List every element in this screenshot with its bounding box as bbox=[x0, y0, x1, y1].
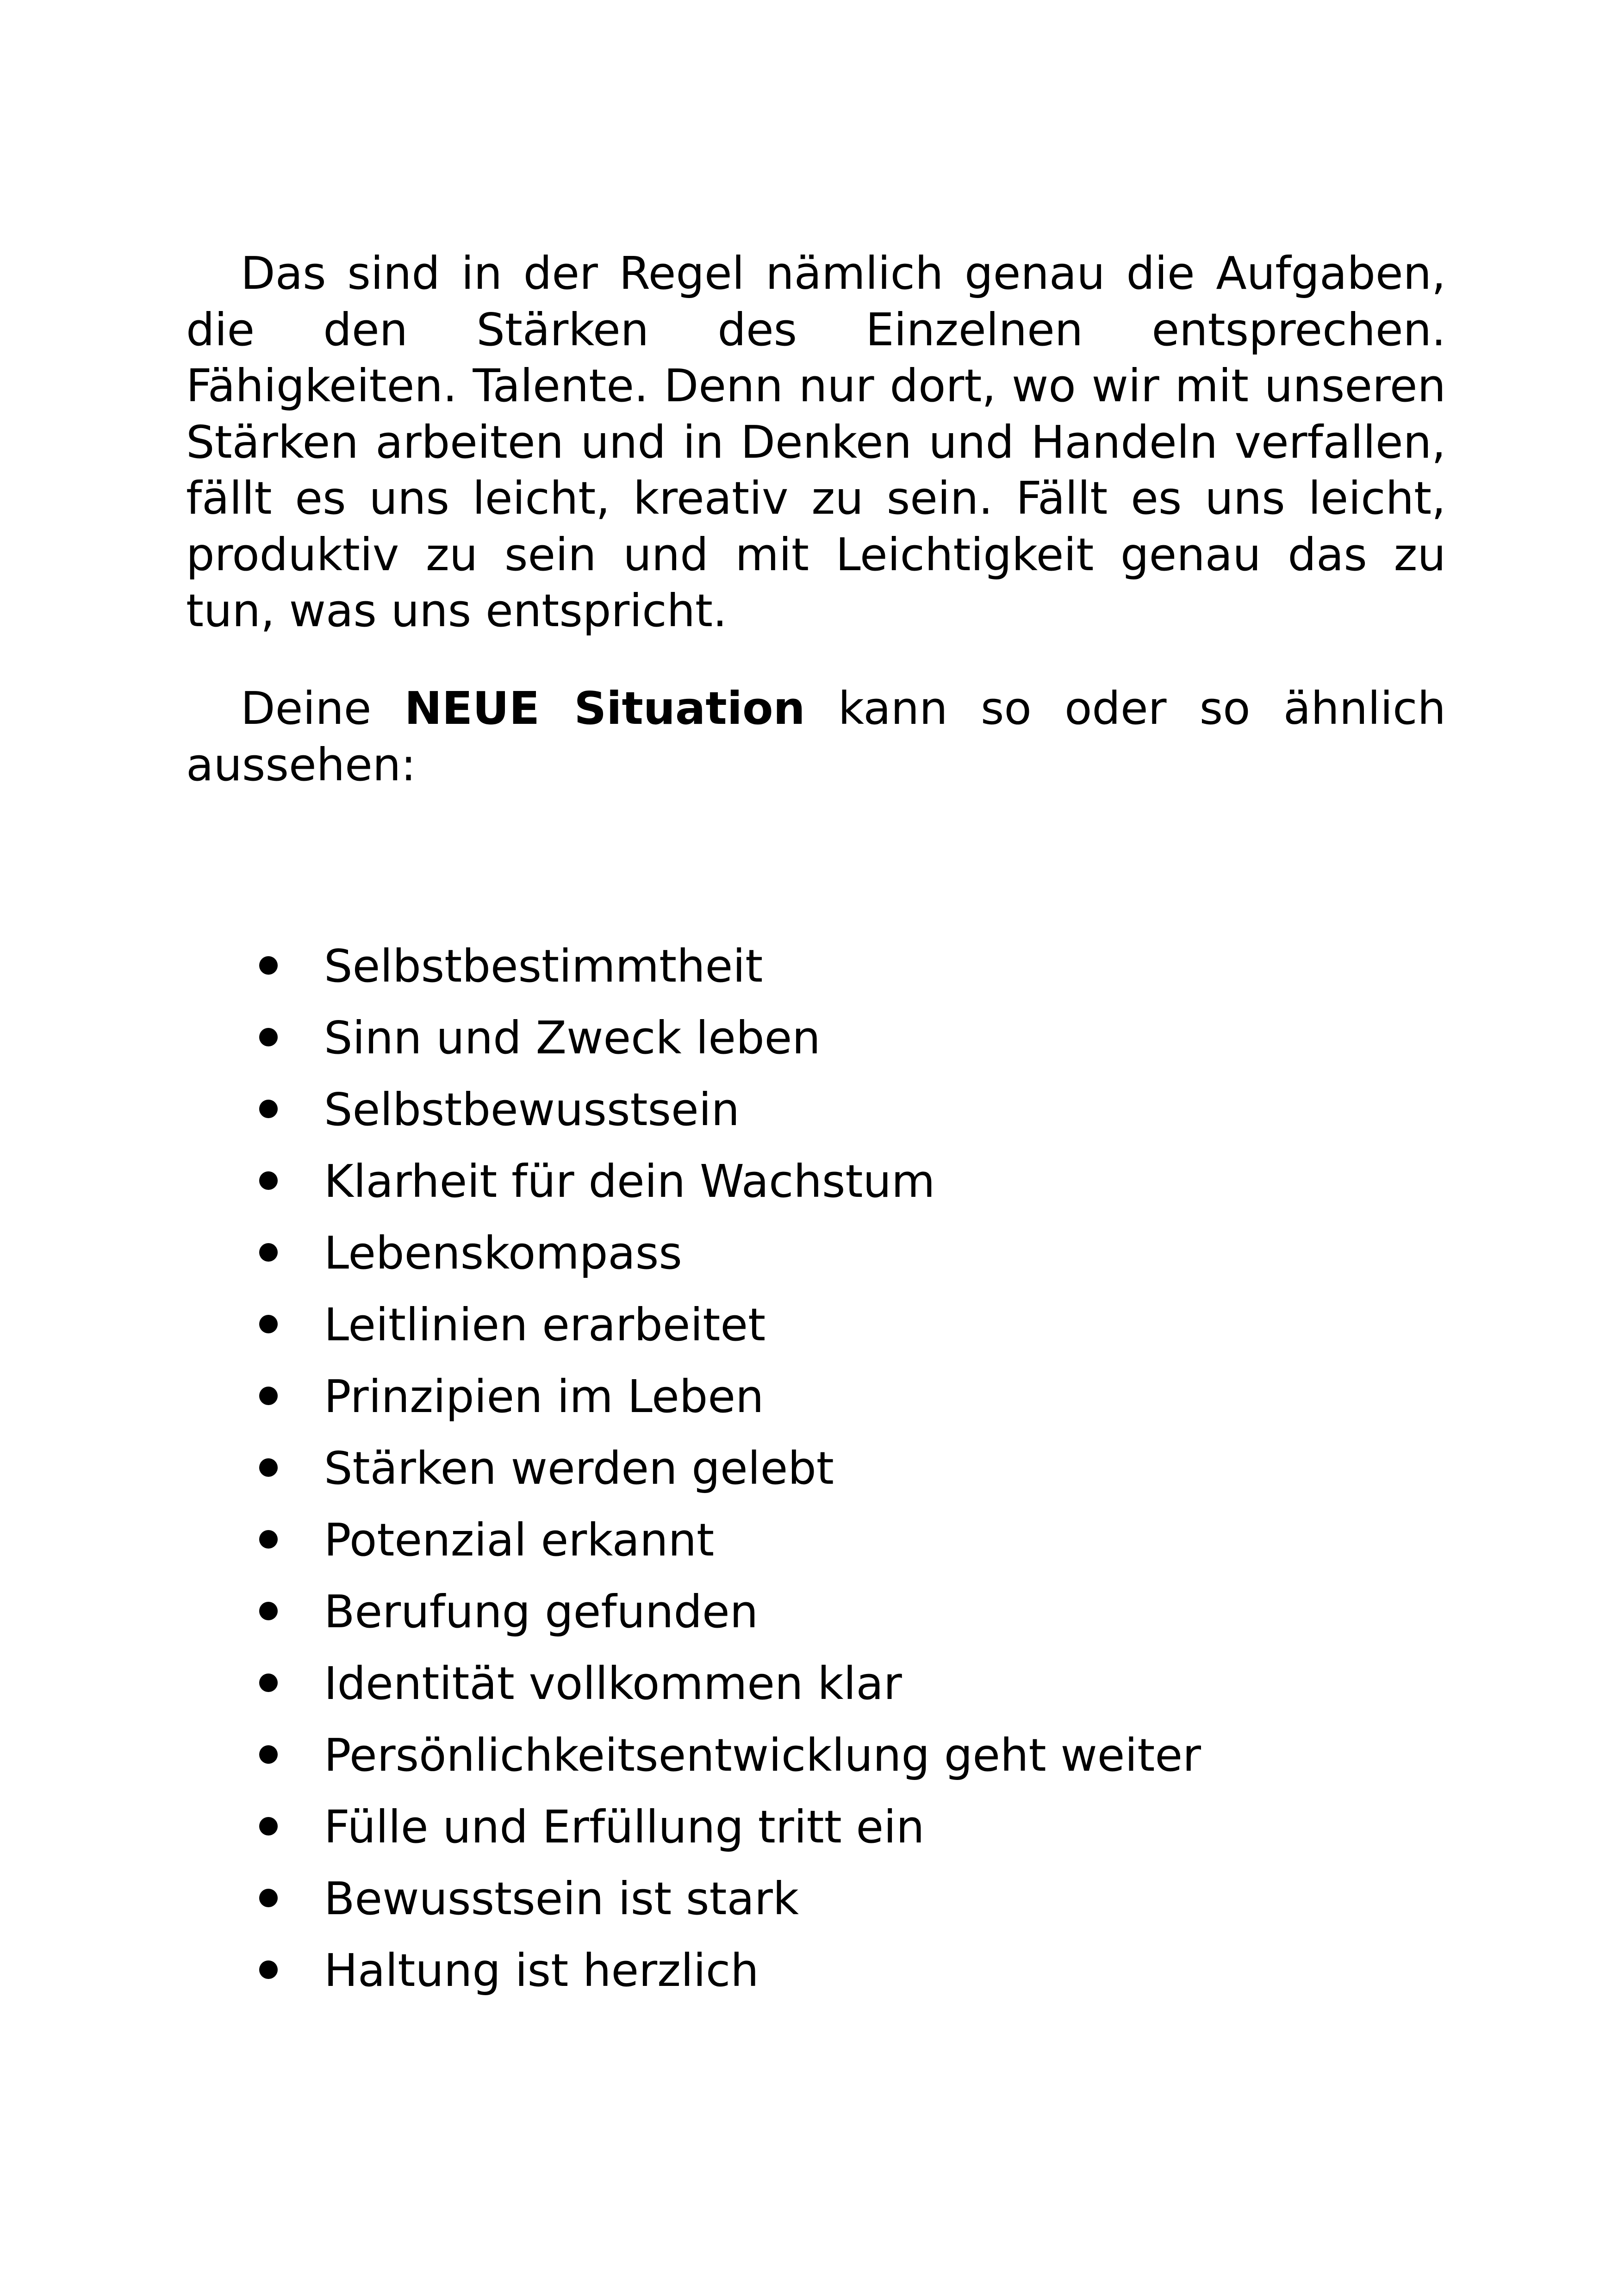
bullet-icon bbox=[259, 1674, 278, 1692]
situation-paragraph bbox=[186, 680, 1446, 793]
list-item bbox=[0, 1361, 1618, 1432]
list-item-label: Leitlinien erarbeitet bbox=[324, 1299, 766, 1351]
bullet-icon bbox=[259, 1100, 278, 1118]
list-item-label: Klarheit für dein Wachstum bbox=[324, 1155, 935, 1207]
situation-suffix: kann so oder so ähnlich aussehen: bbox=[186, 682, 1446, 791]
list-item bbox=[0, 1576, 1618, 1648]
bullet-icon bbox=[259, 1602, 278, 1620]
bullet-icon bbox=[259, 1817, 278, 1836]
intro-paragraph-block bbox=[186, 245, 1446, 639]
intro-paragraph: Das sind in der Regel nämlich genau die Aufgaben, die den Stärken des Einzelnen entsprechen. Fähigkeiten. Talente. Denn nur dort, wo wir mit unseren Stärken arbeiten und in Denken und Handeln verfallen, fällt es uns leicht, kreativ zu sein. Fällt es uns leicht, produktiv zu sein und mit Leichtigkeit genau das zu tun, was uns entspricht. bbox=[186, 247, 1446, 637]
list-item-label: Potenzial erkannt bbox=[324, 1514, 715, 1566]
list-item bbox=[0, 1863, 1618, 1935]
list-item-label: Fülle und Erfüllung tritt ein bbox=[324, 1801, 925, 1853]
bullet-icon bbox=[259, 1530, 278, 1549]
situation-highlight: NEUE Situation bbox=[404, 682, 805, 734]
list-item-label: Selbstbestimmtheit bbox=[324, 940, 763, 992]
list-item bbox=[0, 1217, 1618, 1289]
bullet-icon bbox=[259, 1315, 278, 1333]
bullet-icon bbox=[259, 956, 278, 975]
list-item-label: Bewusstsein ist stark bbox=[324, 1873, 799, 1925]
list-item bbox=[0, 1432, 1618, 1504]
list-item-label: Identität vollkommen klar bbox=[324, 1657, 902, 1710]
list-item bbox=[0, 1719, 1618, 1791]
list-item-label: Sinn und Zweck leben bbox=[324, 1012, 821, 1064]
list-item bbox=[0, 1648, 1618, 1719]
bullet-icon bbox=[259, 1243, 278, 1262]
list-item bbox=[0, 1002, 1618, 1074]
bullet-icon bbox=[259, 1889, 278, 1907]
list-item bbox=[0, 1935, 1618, 2006]
situation-bullet-list bbox=[0, 930, 1618, 2006]
list-item-label: Stärken werden gelebt bbox=[324, 1442, 834, 1494]
list-item bbox=[0, 930, 1618, 1002]
list-item-label: Haltung ist herzlich bbox=[324, 1944, 759, 1997]
list-item bbox=[0, 1074, 1618, 1145]
situation-paragraph-block bbox=[186, 680, 1446, 793]
bullet-icon bbox=[259, 1028, 278, 1046]
list-item-label: Lebenskompass bbox=[324, 1227, 682, 1279]
list-item-label: Prinzipien im Leben bbox=[324, 1370, 764, 1423]
list-item bbox=[0, 1289, 1618, 1361]
list-item-label: Selbstbewusstsein bbox=[324, 1083, 740, 1136]
list-item-label: Persönlichkeitsentwicklung geht weiter bbox=[324, 1729, 1201, 1781]
list-item bbox=[0, 1504, 1618, 1576]
bullet-icon bbox=[259, 1387, 278, 1405]
bullet-icon bbox=[259, 1171, 278, 1190]
situation-prefix: Deine bbox=[241, 682, 404, 734]
bullet-icon bbox=[259, 1960, 278, 1979]
list-item-label: Berufung gefunden bbox=[324, 1586, 759, 1638]
bullet-icon bbox=[259, 1458, 278, 1477]
bullet-icon bbox=[259, 1745, 278, 1764]
list-item bbox=[0, 1791, 1618, 1863]
list-item bbox=[0, 1145, 1618, 1217]
